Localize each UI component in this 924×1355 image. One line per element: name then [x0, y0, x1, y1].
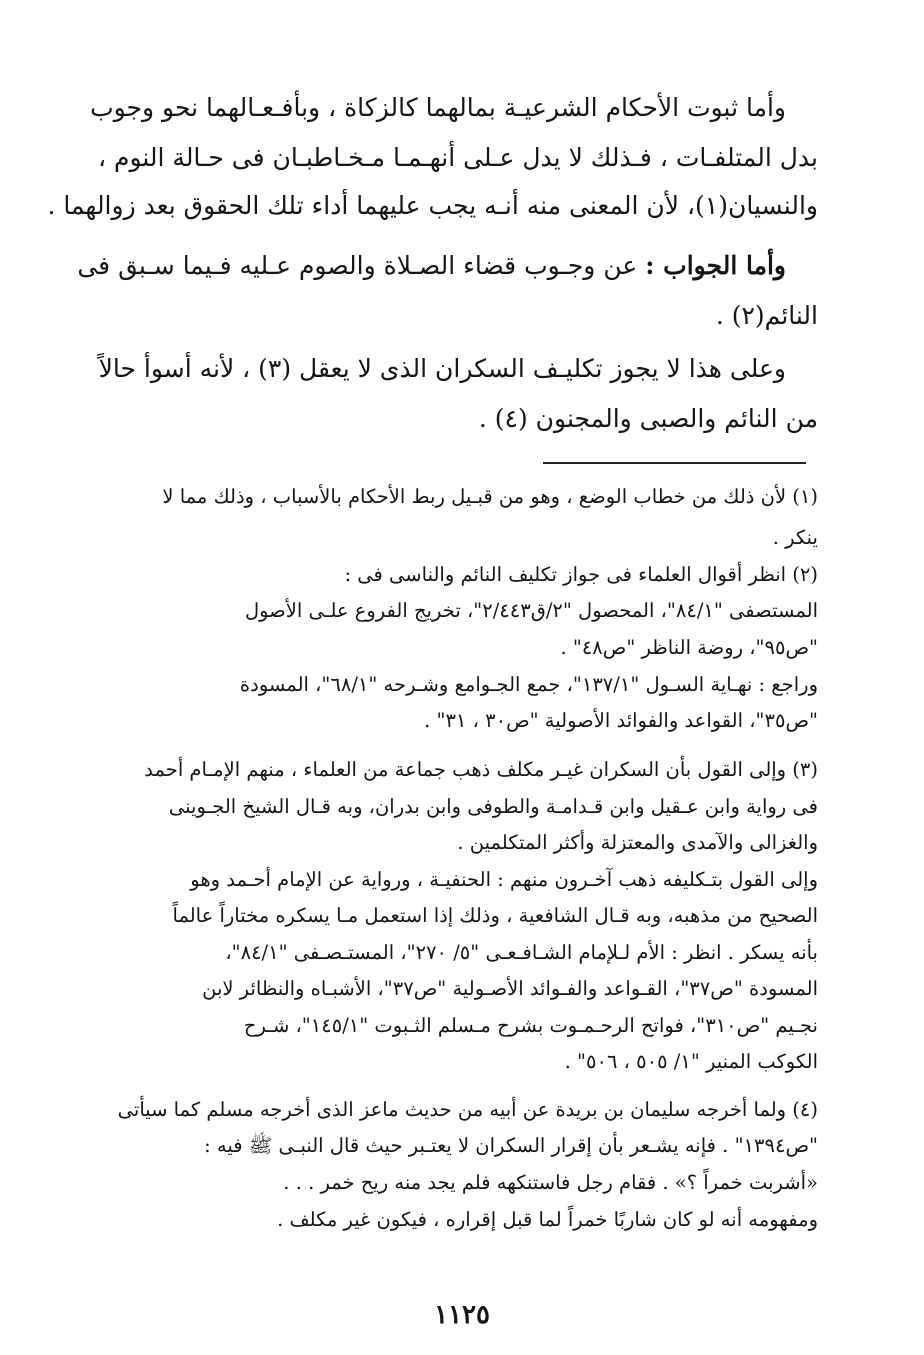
- answer-text: عن وجـوب قضاء الصـلاة والصوم عـليه فـيما سـبق فى: [77, 251, 638, 280]
- footnote-line: ومفهومه أنه لو كان شاربًا خمراً لما قبل إقراره ، فيكون غير مكلف .: [277, 1208, 818, 1231]
- footnote-line: ينكر .: [772, 526, 818, 549]
- footnote-line: وراجع : نهـاية السـول "١٣٧/١"، جمع الجـوامع وشـرحه "٦٨/١"، المسودة: [239, 673, 818, 696]
- page-number: ١١٢٥: [434, 1300, 490, 1330]
- body-line-7: من النائم والصبى والمجنون (٤) .: [478, 404, 818, 433]
- footnote-line: الكوكب المنير "١/ ٥٠٥ ، ٥٠٦" .: [564, 1050, 818, 1073]
- footnote-line: (٤) ولما أخرجه سليمان بن بريدة عن أبيه من حديث ماعز الذى أخرجه مسلم كما سيأتى: [117, 1098, 818, 1121]
- footnote-line: نجـيم "ص٣١٠"، فواتح الرحـمـوت بشرح مـسلم الثـبوت "١٤٥/١"، شـرح: [243, 1014, 818, 1037]
- footnote-line: الصحيح من مذهبه، وبه قـال الشافعية ، وذلك إذا استعمل مـا يسكره مختاراً عالماً: [172, 904, 818, 927]
- body-line-1: وأما ثبوت الأحكام الشرعيـة بمالهما كالزكاة ، وبأفـعـالهما نحو وجوب: [90, 93, 786, 122]
- body-line-6: وعلى هذا لا يجوز تكليـف السكران الذى لا يعقل (٣) ، لأنه أسوأ حالاً: [98, 354, 786, 383]
- footnote-line: المسودة "ص٣٧"، القـواعد والفـوائد الأصـولية "ص٣٧"، الأشبـاه والنظائر لابن: [202, 977, 818, 1000]
- footnote-line: وإلى القول بتـكليفه ذهب آخـرون منهم : الحنفيـة ، ورواية عن الإمام أحـمد وهو: [190, 868, 818, 891]
- answer-line: [77, 253, 786, 278]
- footnote-line: بأنه يسكر . انظر : الأم لـلإمام الشـافـعـى "٥/ ٢٧٠"، المستـصـفى "٨٤/١"،: [225, 941, 818, 964]
- footnote-line: (١) لأن ذلك من خطاب الوضع ، وهو من قبـيل ربط الأحكام بالأسباب ، وذلك مما لا: [162, 485, 818, 508]
- answer-label: وأما الجواب :: [645, 251, 786, 280]
- footnote-line: والغزالى والآمدى والمعتزلة وأكثر المتكلمين .: [457, 831, 818, 854]
- footnote-line: (٢) انظر أقوال العلماء فى جواز تكليف النائم والناسى فى :: [344, 563, 818, 586]
- footnote-line: "ص١٣٩٤" . فإنه يشـعر بأن إقرار السكران لا يعتـبر حيث قال النبـى ﷺ فيه :: [204, 1134, 818, 1157]
- footnote-line: فى رواية وابن عـقيل وابن قـدامـة والطوفى وابن بدران، وبه قـال الشيخ الجـوينى: [168, 795, 818, 818]
- footnote-separator: [543, 462, 806, 464]
- footnote-line: «أشربت خمراً ؟» . فقام رجل فاستنكهه فلم يجد منه ريح خمر . . .: [283, 1171, 818, 1194]
- footnote-line: المستصفى "٨٤/١"، المحصول "٢/ق٢/٤٤٣"، تخريج الفروع علـى الأصول: [244, 599, 818, 622]
- body-line-5: النائم(٢) .: [715, 301, 818, 330]
- footnote-line: "ص٣٥"، القواعد والفوائد الأصولية "ص٣٠ ، ٣١" .: [424, 709, 818, 732]
- footnote-line: (٣) وإلى القول بأن السكران غيـر مكلف ذهب جماعة من العلماء ، منهم الإمـام أحمد: [144, 758, 818, 781]
- footnote-line: "ص٩٥"، روضة الناظر "ص٤٨" .: [560, 636, 818, 659]
- body-line-3: والنسيان(١)، لأن المعنى منه أنـه يجب عليهما أداء تلك الحقوق بعد زوالهما .: [47, 191, 818, 220]
- body-line-2: بدل المتلفـات ، فـذلك لا يدل عـلى أنهـمـا مـخـاطبـان فى حـالة النوم ،: [97, 143, 818, 172]
